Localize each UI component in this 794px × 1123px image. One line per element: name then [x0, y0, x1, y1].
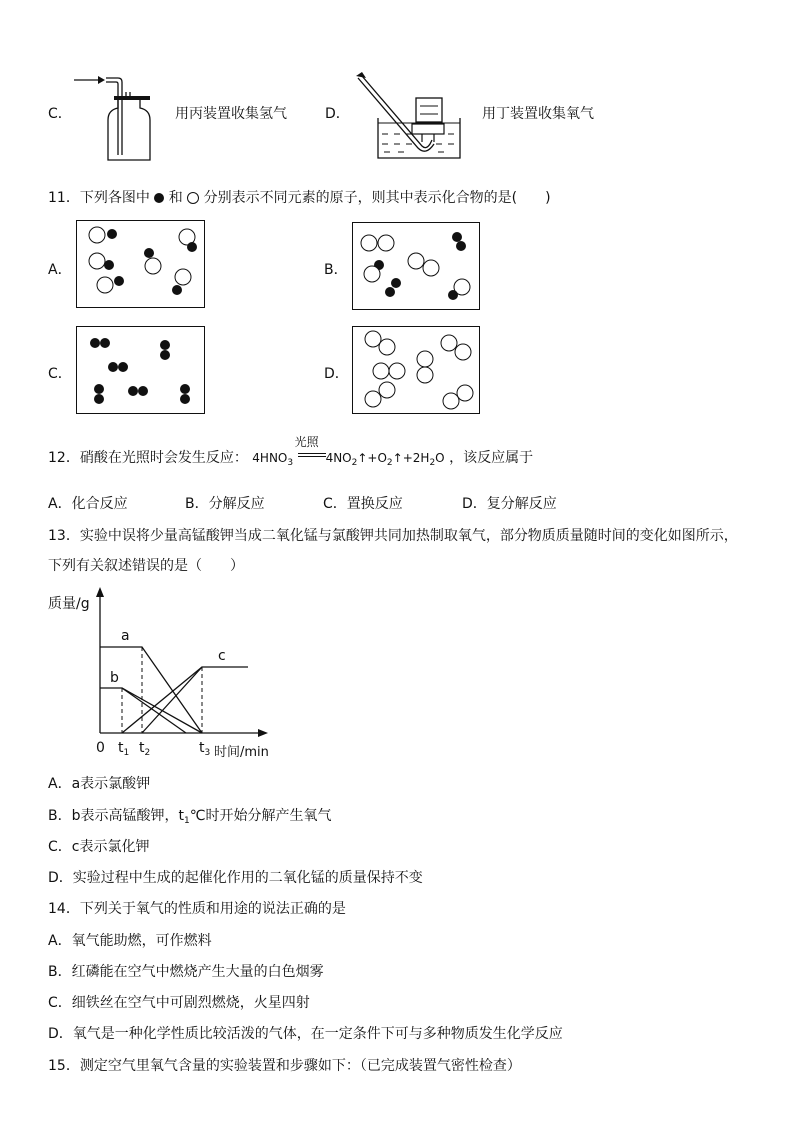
option-c-label: C．	[48, 106, 72, 122]
q12-stem-suffix: ，该反应属于	[449, 450, 534, 466]
chart-ylabel: 质量/g	[48, 596, 90, 612]
q12-eq-left: 4HNO	[252, 451, 288, 465]
series-b-label: b	[110, 670, 119, 686]
q12-condition: 光照	[294, 435, 319, 449]
chart-xlabel: 时间/min	[214, 745, 269, 760]
question-15-stem: 15．测定空气里氧气含量的实验装置和步骤如下：（已完成装置气密性检查）	[48, 1058, 521, 1074]
q11-stem-suffix: 分别表示不同元素的原子，则其中表示化合物的是( )	[203, 190, 551, 206]
x-tick-0: 0	[96, 740, 105, 756]
x-tick-t3: $t_3$	[199, 740, 211, 758]
q12-eq-product-3: ↑+2H	[392, 451, 430, 465]
q13-option-a: A．a表示氯酸钾	[48, 776, 151, 792]
q11-option-d-diagram	[352, 326, 480, 414]
q11-option-c-label: C．	[48, 366, 72, 382]
water-trough-collection-figure	[350, 68, 465, 163]
question-12-stem: 12．硝酸在光照时会发生反应： $4HNO_3$ 光照 $4NO_2↑+O_2↑+2H_2O$ ，该反应属于	[48, 435, 534, 468]
q13-option-c: C．c表示氯化钾	[48, 839, 150, 855]
q11-option-a-diagram	[76, 220, 205, 308]
option-c-text: 用丙装置收集氢气	[175, 106, 287, 122]
series-c-label: c	[218, 648, 226, 664]
q11-stem-and: 和	[168, 190, 183, 206]
q11-option-d-label: D．	[324, 366, 349, 382]
q12-eq-product-2: ↑+O	[357, 451, 387, 465]
option-d-label: D．	[325, 106, 350, 122]
q14-option-b: B．红磷能在空气中燃烧产生大量的白色烟雾	[48, 964, 324, 980]
q12-option-c: C．置换反应	[323, 496, 403, 512]
gas-collection-bottle-figure	[70, 70, 160, 165]
white-atom-icon	[187, 192, 199, 204]
q12-stem-prefix: 12．硝酸在光照时会发生反应：	[48, 450, 248, 466]
black-atom-icon	[154, 193, 164, 203]
q12-option-d: D．复分解反应	[462, 496, 557, 512]
q14-option-d: D．氧气是一种化学性质比较活泼的气体，在一定条件下可与多种物质发生化学反应	[48, 1026, 563, 1042]
series-a-label: a	[121, 628, 130, 644]
q12-option-a: A．化合反应	[48, 496, 128, 512]
question-13-stem-line1: 13．实验中误将少量高锰酸钾当成二氧化锰与氯酸钾共同加热制取氧气，部分物质质量随时间的变化如图所示，	[48, 528, 738, 544]
q11-option-b-diagram	[352, 222, 480, 310]
question-11-stem	[48, 187, 551, 207]
question-13-stem-line2: 下列有关叙述错误的是（ ）	[48, 558, 244, 574]
q11-stem-prefix: 11．下列各图中	[48, 190, 150, 206]
x-tick-t2: $t_2$	[139, 740, 151, 758]
q13-option-d: D．实验过程中生成的起催化作用的二氧化锰的质量保持不变	[48, 870, 423, 886]
q14-option-c: C．细铁丝在空气中可剧烈燃烧，火星四射	[48, 995, 310, 1011]
q12-option-b: B．分解反应	[185, 496, 265, 512]
q11-option-a-label: A．	[48, 262, 72, 278]
q12-eq-product-1: 4NO	[325, 451, 352, 465]
q13-option-b: B．b表示高锰酸钾，$t_1℃$时开始分解产生氧气	[48, 808, 332, 826]
q11-option-c-diagram	[76, 326, 205, 414]
q14-option-a: A．氧气能助燃，可作燃料	[48, 933, 212, 949]
option-d-text: 用丁装置收集氧气	[482, 106, 594, 122]
q11-option-b-label: B．	[324, 262, 348, 278]
q12-reaction-arrow	[294, 435, 326, 462]
x-tick-t1: $t_1$	[118, 740, 130, 758]
q12-eq-product-4: O	[435, 451, 445, 465]
question-14-stem: 14．下列关于氧气的性质和用途的说法正确的是	[48, 901, 346, 917]
series-a-line	[100, 647, 202, 733]
